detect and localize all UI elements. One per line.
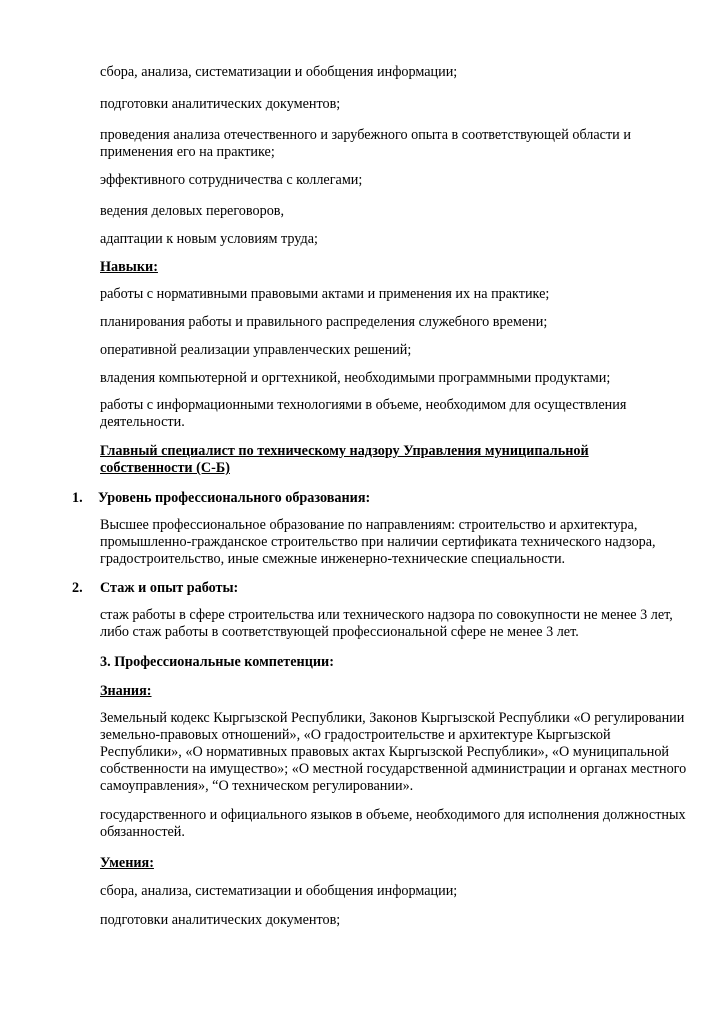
skills-item: работы с нормативными правовыми актами и применения их на практике; (100, 286, 550, 302)
abilities-item: эффективного сотрудничества с коллегами; (100, 172, 363, 188)
skills-item: работы с информационными технологиями в объеме, необходимом для осуществления деятельности. (100, 397, 627, 430)
abilities-item: сбора, анализа, систематизации и обобщения информации; (100, 64, 458, 80)
abilities-item: адаптации к новым условиям труда; (100, 231, 318, 247)
skills-item: планирования работы и правильного распределения служебного времени; (100, 314, 548, 330)
abilities-item: подготовки аналитических документов; (100, 96, 341, 112)
experience-heading: Стаж и опыт работы: (100, 580, 239, 596)
abilities-item: сбора, анализа, систематизации и обобщения информации; (100, 883, 458, 899)
abilities-item: подготовки аналитических документов; (100, 912, 341, 928)
knowledge-text: Земельный кодекс Кыргызской Республики, Законов Кыргызской Республики «О регулировании земельно-правовых отношений», «О градостроительстве и архитектуре Кыргызской Республики», «О нормативных правовых актах Кыргызской Республики», «О муниципальной собственности на имущество»; «О местной государственной администрации и органах местного самоуправления», “О техническом регулировании». (100, 710, 687, 794)
skills-item: оперативной реализации управленческих решений; (100, 342, 412, 358)
abilities-item: проведения анализа отечественного и зарубежного опыта в соответствующей области и применения его на практике; (100, 127, 631, 160)
section-number: 2. (72, 580, 83, 596)
section-number: 1. (72, 490, 83, 506)
education-text: Высшее профессиональное образование по направлениям: строительство и архитектура, промышленно-гражданское строительство при наличии сертификата технического надзора, градостроительство, иные смежные инженерно-технические специальности. (100, 517, 656, 567)
languages-text: государственного и официального языков в объеме, необходимого для исполнения должностных обязанностей. (100, 807, 686, 840)
knowledge-heading: Знания: (100, 683, 152, 699)
abilities-item: ведения деловых переговоров, (100, 203, 285, 219)
experience-text: стаж работы в сфере строительства или технического надзора по совокупности не менее 3 лет, либо стаж работы в соответствующей профессиональной сфере не менее 3 лет. (100, 607, 673, 640)
competencies-heading: 3. Профессиональные компетенции: (100, 654, 334, 670)
abilities-heading: Умения: (100, 855, 154, 871)
skills-heading: Навыки: (100, 259, 158, 275)
education-heading: Уровень профессионального образования: (98, 490, 371, 506)
position-title: Главный специалист по техническому надзору Управления муниципальной собственности (С-Б) (100, 443, 589, 476)
skills-item: владения компьютерной и оргтехникой, необходимыми программными продуктами; (100, 370, 611, 386)
